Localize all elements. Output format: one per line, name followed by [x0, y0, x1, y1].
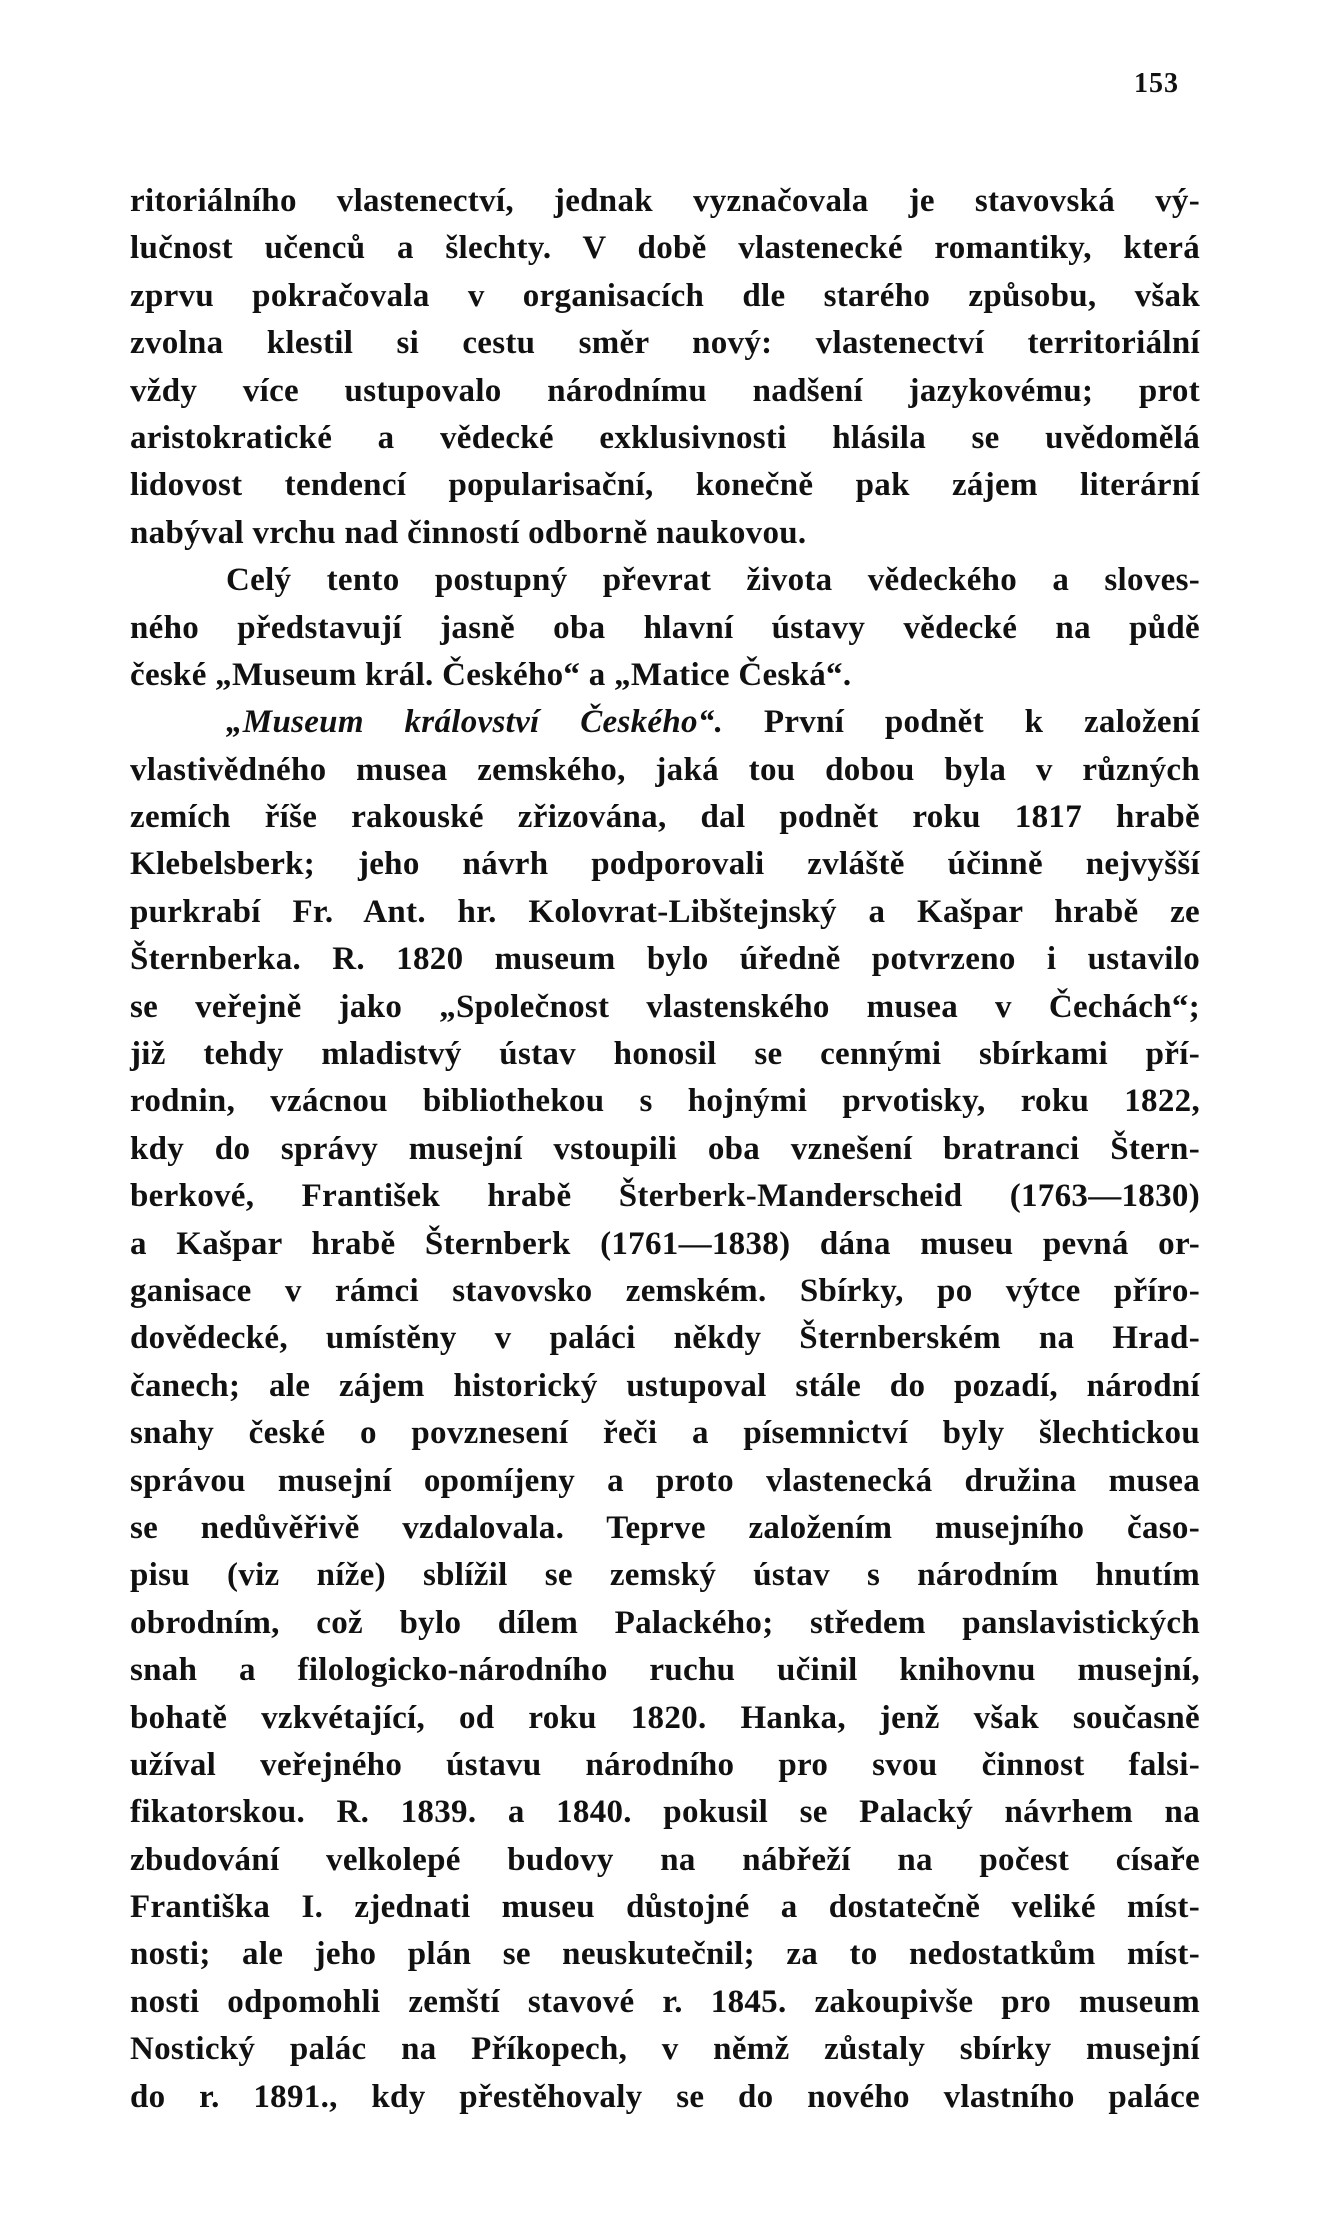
text-line: kdy do správy musejní vstoupili oba vznešení bratranci Štern- — [130, 1130, 1200, 1167]
text-line: berkové, František hrabě Šterberk-Manderscheid (1763—1830) — [130, 1178, 1200, 1215]
page-number: 153 — [1134, 68, 1179, 99]
text-line: nosti odpomohli zemští stavové r. 1845. zakoupivše pro museum — [130, 1983, 1200, 2020]
text-line: užíval veřejného ústavu národního pro svou činnost falsi- — [130, 1746, 1200, 1783]
text-line: obrodním, což bylo dílem Palackého; středem panslavistických — [130, 1604, 1200, 1641]
text-line: ného představují jasně oba hlavní ústavy vědecké na půdě — [130, 609, 1200, 646]
text-line: pisu (viz níže) sblížil se zemský ústav s národním hnutím — [130, 1557, 1200, 1594]
text-line: vždy více ustupovalo národnímu nadšení jazykovému; prot — [130, 372, 1200, 409]
text-line: Šternberka. R. 1820 museum bylo úředně potvrzeno i ustavilo — [130, 941, 1200, 978]
text-line: aristokratické a vědecké exklusivnosti hlásila se uvědomělá — [130, 419, 1200, 456]
text-line: ritoriálního vlastenectví, jednak vyznačovala je stavovská vý- — [130, 183, 1200, 219]
text-line: zvolna klestil si cestu směr nový: vlastenectví territoriální — [130, 325, 1200, 362]
body-text — [130, 178, 1200, 2121]
text-line: Klebelsberk; jeho návrh podporovali zvláště účinně nejvyšší — [130, 846, 1200, 883]
text-line: snahy české o povznesení řeči a písemnictví byly šlechtickou — [130, 1415, 1200, 1452]
text-line: rodnin, vzácnou bibliothekou s hojnými prvotisky, roku 1822, — [130, 1083, 1200, 1120]
text-line: vlastivědného musea zemského, jaká tou dobou byla v různých — [130, 751, 1200, 788]
text-line: ganisace v rámci stavovsko zemském. Sbírky, po výtce přírо- — [130, 1272, 1200, 1309]
text-line: snah a filologicko-národního ruchu učinil knihovnu musejní, — [130, 1652, 1200, 1689]
section-heading-line — [130, 699, 1200, 746]
text-line: Celý tento postupný převrat života vědeckého a sloves- — [226, 562, 1200, 599]
text-line: nabýval vrchu nad činností odborně naukovou. — [130, 514, 807, 551]
text-line: nosti; ale jeho plán se neuskutečnil; za to nedostatkům míst- — [130, 1936, 1200, 1973]
text-line: bohatě vzkvétající, od roku 1820. Hanka, jenž však současně — [130, 1699, 1200, 1736]
text-line: a Kašpar hrabě Šternberk (1761—1838) dána museu pevná or- — [130, 1225, 1200, 1262]
text-line: již tehdy mladistvý ústav honosil se cennými sbírkami pří- — [130, 1036, 1200, 1073]
text-line: správou musejní opomíjeny a proto vlastenecká družina musea — [130, 1462, 1200, 1499]
text-line: české „Museum král. Českého“ a „Matice Česká“. — [130, 656, 852, 693]
text-line: lidovost tendencí popularisační, konečně pak zájem literární — [130, 467, 1200, 504]
text-line: purkrabí Fr. Ant. hr. Kolovrat-Libštejnský a Kašpar hrabě ze — [130, 893, 1200, 930]
text-line: Františka I. zjednati museu důstojné a dostatečně veliké míst- — [130, 1889, 1200, 1926]
text-line: zbudování velkolepé budovy na nábřeží na počest císaře — [130, 1841, 1200, 1878]
text-line: se nedůvěřivě vzdalovala. Teprve založením musejního časo- — [130, 1509, 1200, 1546]
text-line: do r. 1891., kdy přestěhovaly se do nového vlastního paláce — [130, 2078, 1200, 2115]
text-line: dovědecké, umístěny v paláci někdy Šternberském na Hrad- — [130, 1320, 1200, 1357]
text-line: zprvu pokračovala v organisacích dle starého způsobu, však — [130, 277, 1200, 314]
section-heading: „Museum království Českého“. — [226, 704, 724, 741]
text-line: čanech; ale zájem historický ustupoval stále do pozadí, národní — [130, 1367, 1200, 1404]
section-heading-continuation: První podnět k založení — [723, 704, 1200, 741]
text-line: Nostický palác na Příkopech, v němž zůstaly sbírky musejní — [130, 2031, 1200, 2068]
text-line: lučnost učenců a šlechty. V době vlastenecké romantiky, která — [130, 230, 1200, 267]
text-line: se veřejně jako „Společnost vlastenského musea v Čechách“; — [130, 988, 1200, 1025]
text-line: fikatorskou. R. 1839. a 1840. pokusil se Palacký návrhem na — [130, 1794, 1200, 1831]
text-line: zemích říše rakouské zřizována, dal podnět roku 1817 hrabě — [130, 799, 1200, 836]
